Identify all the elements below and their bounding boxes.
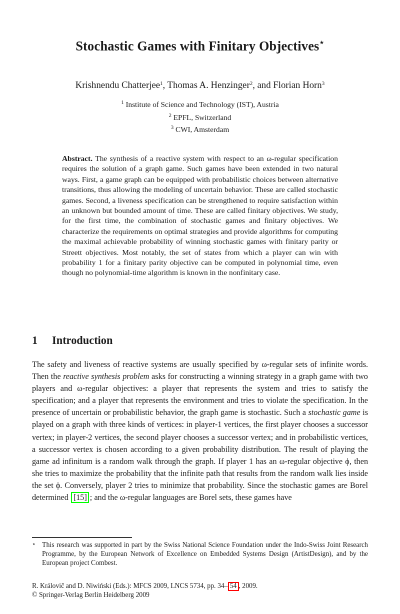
affiliation-2-text: EPFL, Switzerland [173, 112, 232, 122]
intro-emphasis-2: stochastic game [308, 408, 361, 418]
affiliation-3-text: CWI, Amsterdam [175, 125, 230, 135]
citation-line-text: R. Královič and D. Niwiński (Eds.): MFCS 2009, LNCS 5734, pp. 34– [32, 583, 228, 590]
publication-info [32, 582, 368, 601]
affiliation-3 [0, 123, 400, 136]
affiliations [0, 98, 400, 136]
introduction-body [32, 359, 368, 504]
copyright-line: © Springer-Verlag Berlin Heidelberg 2009 [32, 592, 150, 600]
affiliation-1-text: Institute of Science and Technology (IST), Austria [125, 100, 279, 109]
citation-link[interactable]: [15] [73, 493, 87, 503]
intro-emphasis-1: reactive synthesis problem [63, 372, 150, 382]
intro-text-3: is played on a graph with three kinds of vertices: in player-1 vertices, the first player chooses a successor vertex; in player-2 vertices, the second player chooses a successor vertex; and in probabilistic vertices, a successor vertex is chosen according to a given probability distribution. The result of playing the game ad infinitum is a random walk through the graph. If player 1 has an ω-regular objective ϕ, then she tries to maximize the probability that the infinite path that results from the random walk lies inside the set ϕ. Conversely, player 2 tries to minimize that probability. Since the stochastic games are Borel determined [32, 408, 368, 503]
author-1-affil: 1 [160, 81, 163, 87]
author-list [0, 81, 400, 91]
page-number-link[interactable]: 54 [229, 583, 237, 590]
affiliation-3-number: 3 [170, 125, 174, 132]
citation-line [32, 582, 368, 591]
footnote-text: This research was supported in part by the Swiss National Science Foundation under the Indo-Swiss Joint Research Programme, by the European Network of Excellence on Embedded Systems Design (ArtistDesign), and by the European project Combest. [42, 542, 368, 568]
affiliation-2-number: 2 [168, 112, 172, 119]
author-2: , Thomas A. Henzinger [162, 81, 250, 91]
author-1: Krishnendu Chatterjee [75, 81, 161, 91]
intro-text-2: asks for constructing a winning strategy in a graph game with two players and ω-regular objectives: a player that represents the system and tries to satisfy the specification; and a player that represents the environment and tries to violate the specification. In the presence of uncertain or probabilistic behavior, the graph game is stochastic. Such a [32, 372, 368, 418]
author-3: , and Florian Horn [252, 81, 322, 91]
abstract-text: The synthesis of a reactive system with respect to an ω-regular specification requires the solution of a graph game. Such games have been extended in two natural ways. First, a game graph can be equipped with probabilistic choices between alternative transitions, thus allowing the modeling of uncertain behavior. These are called stochastic games. Second, a liveness specification can be strengthened to require satisfaction within an unknown but bounded amount of time. These are called finitary objectives. We study, for the first time, the combination of stochastic games and finitary objectives. We characterize the requirements on optimal strategies and provide algorithms for computing the maximal achievable probability of winning stochastic games with finitary parity or Streett objectives. Most notably, the set of states from which a player can win with probability 1 for a finitary parity objective can be computed in polynomial time, even though no polynomial-time algorithm is known in the nonfinitary case. [62, 154, 338, 278]
footnote-rule [32, 537, 132, 538]
abstract-label: Abstract. [62, 154, 93, 163]
author-3-affil: 3 [321, 81, 325, 87]
section-heading [32, 335, 113, 347]
intro-text-4: ; and the ω-regular languages are Borel sets, these games have [89, 493, 292, 503]
abstract [62, 154, 338, 279]
title-footnote-mark: ⋆ [319, 38, 325, 47]
footnote-mark: ⋆ [32, 542, 36, 548]
footnote [32, 541, 368, 569]
affiliation-1 [0, 98, 400, 111]
title-text: Stochastic Games with Finitary Objectives [75, 38, 320, 54]
affiliation-1-number: 1 [121, 100, 124, 106]
section-title: Introduction [52, 335, 113, 347]
section-number: 1 [32, 335, 38, 347]
affiliation-2 [0, 111, 400, 124]
intro-paragraph [32, 359, 368, 504]
citation-line-end: , 2009. [238, 583, 258, 590]
intro-text-1: The safety and liveness of reactive systems are usually specified by ω-regular sets of infinite words. Then the [32, 360, 368, 382]
paper-title [0, 38, 400, 54]
author-2-affil: 2 [249, 81, 253, 87]
